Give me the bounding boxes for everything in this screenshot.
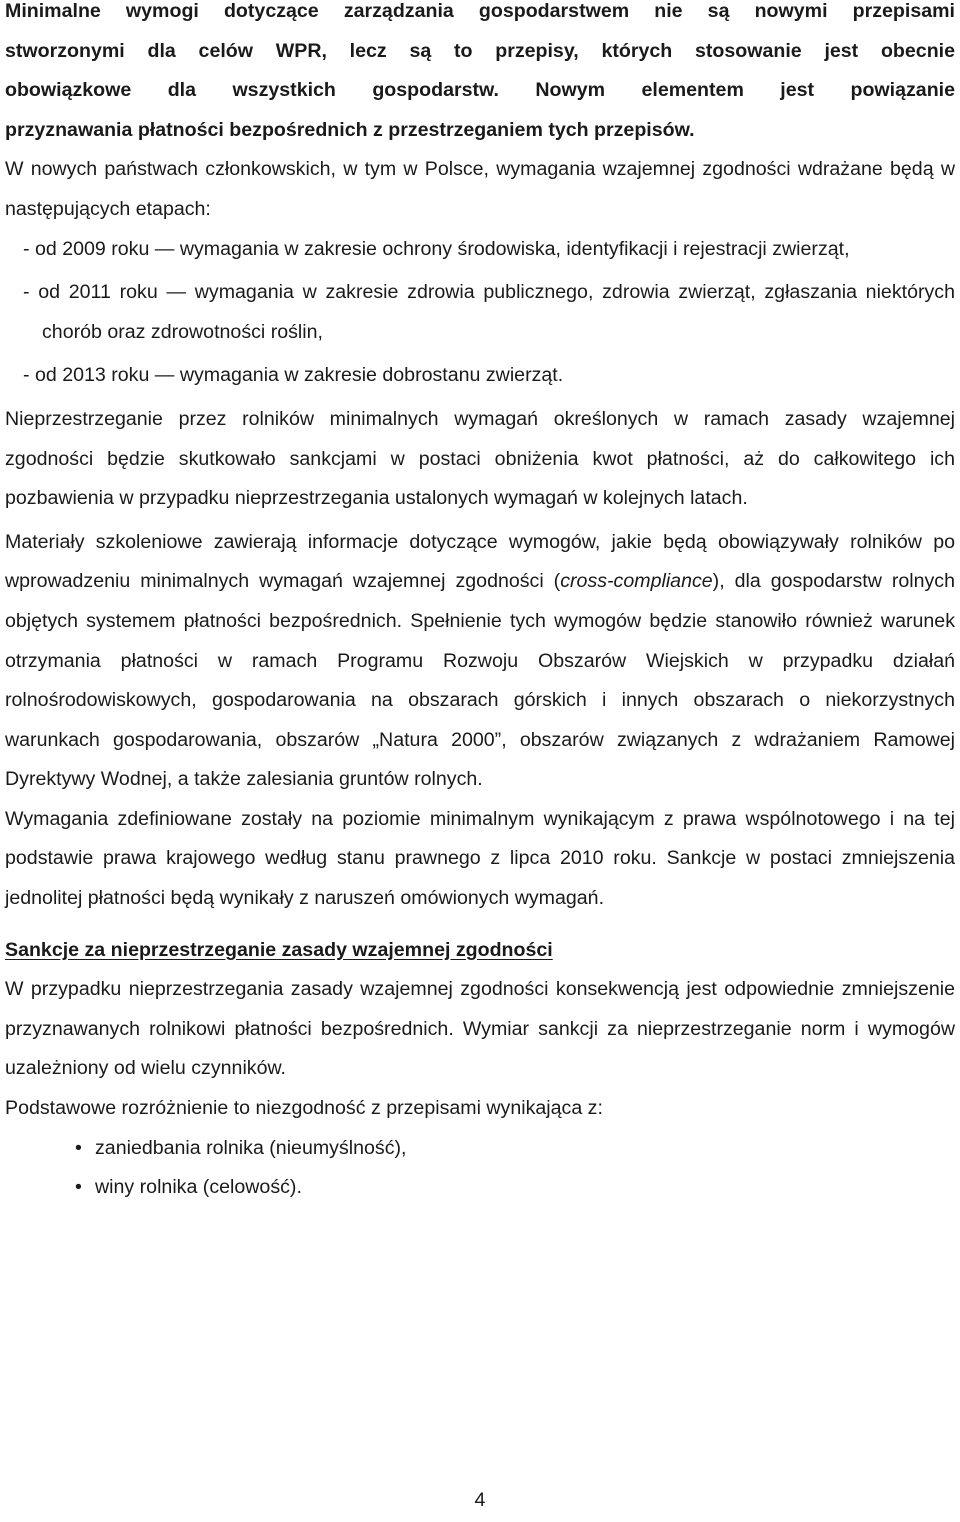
document-page bbox=[5, 0, 955, 1208]
intro-bold-line: przyznawania płatności bezpośrednich z przestrzeganiem tych przepisów. bbox=[5, 118, 695, 141]
intro-bold-line: obowiązkowe dla wszystkich gospodarstw. Nowym elementem jest powiązanie bbox=[5, 79, 955, 102]
stages-list bbox=[5, 230, 955, 396]
stages-intro-paragraph: W nowych państwach członkowskich, w tym w Polsce, wymagania wzajemnej zgodności wdrażane będą w następujących etapach: bbox=[5, 158, 955, 220]
section-heading: Sankcje za nieprzestrzeganie zasady wzajemnej zgodności bbox=[5, 938, 553, 961]
section-paragraph-1: W przypadku nieprzestrzegania zasady wzajemnej zgodności konsekwencją jest odpowiednie zmniejszenie przyznawanych rolnikowi płatności bezpośrednich. Wymiar sankcji za nieprzestrzeganie norm i wymogów uzależniony od wielu czynników. bbox=[5, 978, 955, 1080]
materials-paragraph bbox=[5, 523, 955, 800]
intro-bold-line: stworzonymi dla celów WPR, lecz są to przepisy, których stosowanie jest obecnie bbox=[5, 39, 955, 62]
materials-text-after: ), dla gospodarstw rolnych objętych systemem płatności bezpośrednich. Spełnienie tych wymogów będzie stanowiło również warunek otrzymania płatności w ramach Programu Rozwoju Obszarów Wiejskich w przypadku działań rolnośrodowiskowych, gospodarowania na obszarach górskich i innych obszarach o niekorzystnych warunkach gospodarowania, obszarów „Natura 2000”, obszarów związanych z wdrażaniem Ramowej Dyrektywy Wodnej, a także zalesiania gruntów rolnych. bbox=[5, 570, 955, 791]
stage-item: - od 2011 roku — wymagania w zakresie zdrowia publicznego, zdrowia zwierząt, zgłaszania niektórych chorób oraz zdrowotności roślin, bbox=[23, 281, 955, 343]
intro-bold-line: Minimalne wymogi dotyczące zarządzania gospodarstwem nie są nowymi przepisami bbox=[5, 0, 955, 22]
section-paragraph-2: Podstawowe rozróżnienie to niezgodność z przepisami wynikająca z: bbox=[5, 1097, 603, 1120]
bullet-item: • winy rolnika (celowość). bbox=[5, 1168, 955, 1208]
bullet-item: • zaniedbania rolnika (nieumyślność), bbox=[5, 1129, 955, 1169]
cross-compliance-term: cross-compliance bbox=[560, 570, 713, 593]
page-number: 4 bbox=[474, 1489, 486, 1511]
requirements-paragraph: Wymagania zdefiniowane zostały na poziomie minimalnym wynikającym z prawa wspólnotowego i na tej podstawie prawa krajowego według stanu prawnego z lipca 2010 roku. Sankcje w postaci zmniejszenia jednolitej płatności będą wynikały z naruszeń omówionych wymagań. bbox=[5, 807, 955, 910]
stage-item: - od 2013 roku — wymagania w zakresie dobrostanu zwierząt. bbox=[23, 364, 564, 387]
materials-text-before: Materiały szkoleniowe zawierają informacje dotyczące wymogów, jakie będą obowiązywały rolników po wprowadzeniu minimalnych wymagań wzajemnej zgodności ( bbox=[5, 530, 955, 593]
distinction-bullet-list bbox=[5, 1129, 955, 1208]
sanctions-intro-paragraph: Nieprzestrzeganie przez rolników minimalnych wymagań określonych w ramach zasady wzajemnej zgodności będzie skutkowało sankcjami w postaci obniżenia kwot płatności, aż do całkowitego ich pozbawienia w przypadku nieprzestrzegania ustalonych wymagań w kolejnych latach. bbox=[5, 407, 955, 510]
stage-item: - od 2009 roku — wymagania w zakresie ochrony środowiska, identyfikacji i rejestracji zwierząt, bbox=[23, 237, 850, 260]
intro-bold-paragraph bbox=[5, 0, 955, 150]
